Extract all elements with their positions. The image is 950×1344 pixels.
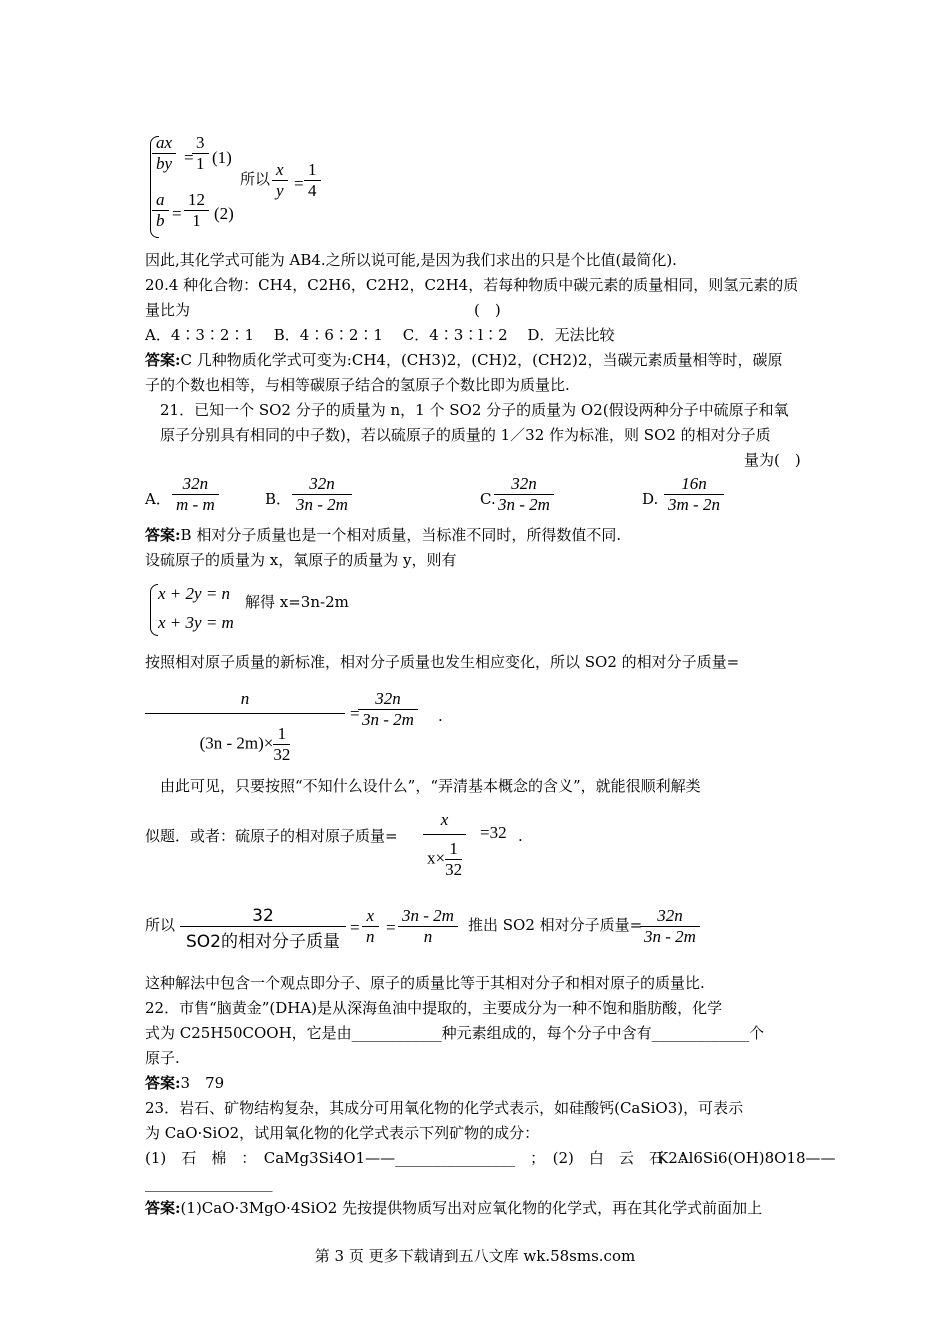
q21-line2: 原子分别具有相同的中子数)，若以硫原子的质量的 1／32 作为标准，则 SO2 的相对分子质 [160,426,771,444]
answer-label: 答案: [145,351,181,369]
q21-fraction-2: x x× $\frac{1}{32}$ [423,810,466,880]
eq1-tag: (1) [212,148,232,167]
q21-para5: 似题．或者：硫原子的相对原子质量= [145,827,398,845]
q21-solve: 解得 x=3n-2m [245,593,349,611]
q21-para6: 所以 [145,916,176,934]
q21-f2-equals: =32 [480,823,507,842]
q21-option-a-fraction: $\frac{32n}{m - m}$ [172,474,219,515]
q20-line1: 20.4 种化合物：CH4，C2H6，C2H2，C2H4，若每种物质中碳元素的质量相同，则氢元素的质 [145,276,799,294]
q23-line3b: K2Al6Si6(OH)8O18—— [657,1149,836,1167]
result-equals: = [294,174,304,193]
q21-f3-rhs: $\frac{3n - 2m}{n}$ [398,906,458,947]
q21-para6b: 推出 SO2 相对分子质量= [468,916,643,934]
eq2-rhs: $\frac{12}{1}$ [184,190,209,231]
q21-line3: 量为( ) [744,451,801,469]
answer-label: 答案: [145,1199,181,1217]
page-footer: 第 3 页 更多下载请到五八文库 wk.58sms.com [314,1247,636,1265]
q21-option-d-label: D. [642,490,659,508]
eq1-rhs: $\frac{3}{1}$ [192,133,209,174]
brace-system-2 [150,584,158,636]
q21-para4: 由此可见，只要按照“不知什么设什么”，“弄清基本概念的含义”，就能很顺利解类 [160,777,701,795]
q23-line1: 23．岩石、矿物结构复杂，其成分可用氧化物的化学式表示，如硅酸钙(CaSiO3)，可表示 [145,1099,744,1117]
q23-answer [145,1197,762,1219]
q23-line3a: (1) 石 棉 ： CaMg3Si4O1——________________ ； (2) 白 云 石 ： [145,1149,694,1167]
q23-line2: 为 CaO·SiO2，试用氧化物的化学式表示下列矿物的成分： [145,1124,540,1142]
q22-line1: 22．市售“脑黄金”(DHA)是从深海鱼油中提取的，主要成分为一种不饱和脂肪酸，化学 [145,999,723,1017]
eq1-equals: = [184,148,194,167]
q22-line3: 原子. [145,1049,180,1067]
so-label: 所以 [240,170,271,188]
q21-option-b-label: B． [265,490,292,508]
eq1-lhs: $\frac{ax}{by}$ [152,133,176,174]
q20-answer-paren: ( ) [474,301,501,319]
q20-answer [145,349,782,371]
q21-f1-rhs: $\frac{32n}{3n - 2m}$ [358,689,418,730]
q21-option-d-fraction: $\frac{16n}{3m - 2n}$ [664,474,724,515]
answer-label: 答案: [145,526,181,544]
q21-answer [145,524,621,546]
q21-f3-equals-2: = [386,918,396,937]
q22-line2: 式为 C25H50COOH，它是由____________种元素组成的，每个分子中含有_____________个 [145,1024,765,1042]
result-rhs: $\frac{1}{4}$ [304,160,321,201]
q21-f1-den-left: (3n - 2m)× [199,733,274,753]
q23-line4: _________________ [145,1174,273,1192]
q21-f3-equals-1: = [350,918,360,937]
q23-answer-text: (1)CaO·3MgO·4SiO2 先按提供物质写出对应氧化物的化学式，再在其化学式前面加上 [180,1199,763,1217]
q21-option-b-fraction: $\frac{32n}{3n - 2m}$ [292,474,352,515]
q22-answer-text: 3 79 [180,1074,225,1092]
q21-line1: 21．已知一个 SO2 分子的质量为 n，1 个 SO2 分子的质量为 O2(假设两种分子中硫原子和氧 [160,401,789,419]
q21-answer-text: B 相对分子质量也是一个相对质量，当标准不同时，所得数值不同. [180,526,622,544]
q21-option-c-fraction: $\frac{32n}{3n - 2m}$ [494,474,554,515]
q21-fraction-1: n (3n - 2m)× $\frac{1}{32}$ [145,689,345,765]
q20-options: A．4∶3∶2∶1 B．4∶6∶2∶1 C．4∶3∶l∶2 D．无法比较 [145,326,615,344]
q21-para3: 按照相对原子质量的新标准，相对分子质量也发生相应变化，所以 SO2 的相对分子质量= [145,653,740,671]
q21-sys-eq2: x + 3y = m [158,613,234,632]
q21-answer-line2: 设硫原子的质量为 x，氧原子的质量为 y，则有 [145,551,457,569]
answer-label: 答案: [145,1074,181,1092]
eq2-equals: = [172,204,182,223]
para-conclusion: 因此,其化学式可能为 AB4.之所以说可能,是因为我们求出的只是个比值(最简化). [145,251,677,269]
q21-f1-period: . [438,707,443,725]
q20-answer-line2: 子的个数也相等，与相等碳原子结合的氢原子个数比即为质量比. [145,376,570,394]
q21-option-a-label: A． [145,490,171,508]
q21-fraction-3: 32 SO2的相对分子质量 [180,906,346,952]
eq2-tag: (2) [214,204,234,223]
q20-answer-text: C 几种物质化学式可变为:CH4，(CH3)2，(CH)2，(CH2)2，当碳元素质量相等时，碳原 [180,351,783,369]
q21-sys-eq1: x + 2y = n [158,584,231,603]
q21-f2-period: . [518,827,523,845]
q21-para7: 这种解法中包含一个观点即分子、原子的质量比等于其相对分子和相对原子的质量比. [145,974,705,992]
q21-f3-final: $\frac{32n}{3n - 2m}$ [640,906,700,947]
q21-option-c-label: C. [480,490,496,508]
q21-f3-middle: $\frac{x}{n}$ [362,906,379,947]
q20-line2: 量比为 [145,301,191,319]
result-lhs: $\frac{x}{y}$ [272,160,288,201]
q22-answer [145,1072,224,1094]
eq2-lhs: $\frac{a}{b}$ [152,190,169,231]
q21-f1-equals: = [350,704,360,723]
